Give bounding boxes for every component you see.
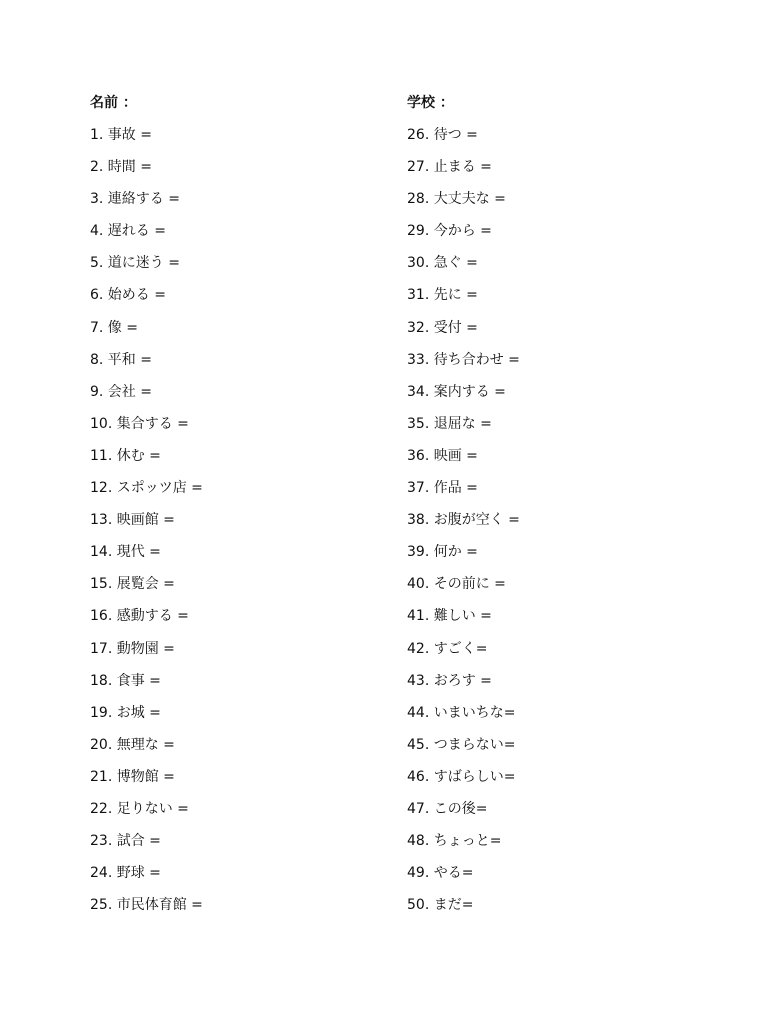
vocab-item: 35. 退屈な = xyxy=(407,415,492,432)
vocab-item: 9. 会社 = xyxy=(90,383,152,400)
vocab-item: 28. 大丈夫な = xyxy=(407,191,506,208)
vocab-item: 17. 動物園 = xyxy=(90,640,175,657)
vocab-item: 14. 現代 = xyxy=(90,544,161,561)
vocab-item: 50. まだ= xyxy=(407,897,474,914)
vocab-item: 44. いまいちな= xyxy=(407,704,516,721)
vocab-item: 30. 急ぐ = xyxy=(407,255,478,272)
vocab-item: 25. 市民体育館 = xyxy=(90,897,203,914)
vocab-item: 12. スポッツ店 = xyxy=(90,480,203,497)
vocab-item: 1. 事故 = xyxy=(90,127,152,143)
vocab-item: 23. 試合 = xyxy=(90,833,161,850)
vocab-item: 29. 今から = xyxy=(407,223,492,240)
school-label: 学校 ： xyxy=(407,95,454,111)
vocab-item: 6. 始める = xyxy=(90,287,166,304)
vocab-item: 40. その前に = xyxy=(407,576,506,593)
vocab-item: 49. やる= xyxy=(407,865,474,882)
vocab-item: 24. 野球 = xyxy=(90,865,161,882)
vocab-list-left xyxy=(90,125,390,927)
vocab-item: 4. 遅れる = xyxy=(90,223,166,240)
vocab-item: 18. 食事 = xyxy=(90,672,161,689)
name-label: 名前 ： xyxy=(90,95,137,111)
vocab-list-right xyxy=(407,125,707,927)
vocab-item: 11. 休む = xyxy=(90,447,161,464)
vocab-item: 45. つまらない= xyxy=(407,736,516,753)
vocab-item: 47. この後= xyxy=(407,800,488,817)
vocab-item: 3. 連絡する = xyxy=(90,191,180,208)
vocab-item: 8. 平和 = xyxy=(90,351,152,368)
vocab-item: 43. おろす = xyxy=(407,672,492,689)
vocab-item: 48. ちょっと= xyxy=(407,833,502,850)
vocab-item: 34. 案内する = xyxy=(407,383,506,400)
vocab-item: 38. お腹が空く = xyxy=(407,512,520,529)
vocab-item: 7. 像 = xyxy=(90,319,138,336)
vocab-item: 21. 博物館 = xyxy=(90,768,175,785)
right-column xyxy=(407,93,707,927)
vocab-item: 46. すばらしい= xyxy=(407,768,516,785)
vocab-item: 39. 何か = xyxy=(407,544,478,561)
vocab-item: 42. すごく= xyxy=(407,640,488,657)
vocab-item: 20. 無理な = xyxy=(90,736,175,753)
vocab-item: 27. 止まる = xyxy=(407,159,492,176)
vocab-item: 13. 映画館 = xyxy=(90,512,175,529)
vocab-item: 2. 時間 = xyxy=(90,159,152,176)
left-column xyxy=(90,93,390,927)
vocab-item: 33. 待ち合わせ = xyxy=(407,351,520,368)
vocab-item: 36. 映画 = xyxy=(407,447,478,464)
vocab-item: 10. 集合する = xyxy=(90,415,189,432)
vocab-item: 41. 難しい = xyxy=(407,608,492,625)
vocab-item: 16. 感動する = xyxy=(90,608,189,625)
vocab-item: 5. 道に迷う = xyxy=(90,255,180,272)
vocab-item: 37. 作品 = xyxy=(407,480,478,497)
vocab-item: 15. 展覧会 = xyxy=(90,576,175,593)
vocab-item: 19. お城 = xyxy=(90,704,161,721)
vocab-item: 22. 足りない = xyxy=(90,800,189,817)
vocab-item: 32. 受付 = xyxy=(407,319,478,336)
vocab-item: 26. 待つ = xyxy=(407,127,478,143)
vocab-item: 31. 先に = xyxy=(407,287,478,304)
